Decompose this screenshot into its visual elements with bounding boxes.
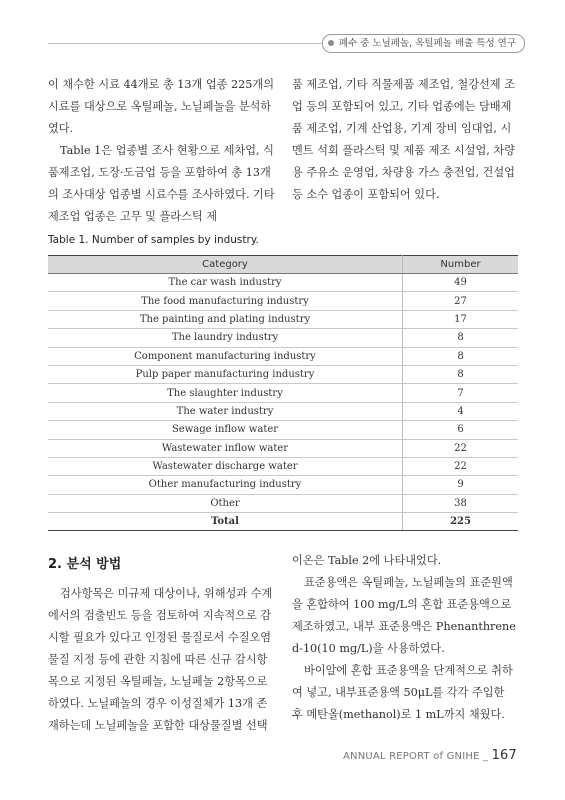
paragraph: 표준용액은 옥틸페놀, 노닐페놀의 표준원액을 혼합하여 100 mg/L의 혼합 표준용액으로 제조하였고, 내부 표준용액은 Phenanthrene d-10(10 mg/L)을 사용하였다. (292, 576, 516, 655)
row-number: 22 (403, 439, 519, 457)
paragraph: 바이알에 혼합 표준용액을 단계적으로 취하여 넣고, 내부표준용액 50μL를 각각 주입한 후 메탄올(methanol)로 1 mL까지 채웠다. (292, 664, 513, 721)
row-number: 8 (403, 347, 519, 365)
row-number: 7 (403, 384, 519, 402)
table-row (48, 292, 518, 310)
running-title (322, 34, 525, 53)
row-number: 49 (403, 274, 519, 292)
row-number: 17 (403, 310, 519, 328)
row-number: 6 (403, 421, 519, 439)
table-caption: Table 1. Number of samples by industry. (48, 234, 259, 246)
page-footer (343, 748, 517, 763)
table-row (48, 421, 518, 439)
running-title-text: 폐수 중 노닐페놀, 옥틸페놀 배출 특성 연구 (338, 38, 516, 49)
row-category: The car wash industry (48, 274, 403, 292)
row-number: 8 (403, 365, 519, 383)
table-row (48, 402, 518, 420)
row-category: Other (48, 494, 403, 512)
table-header-row (48, 256, 518, 274)
page-number: 167 (491, 748, 517, 763)
paragraph: 이온은 Table 2에 나타내었다. (292, 554, 442, 567)
row-number: 9 (403, 476, 519, 494)
table-row (48, 274, 518, 292)
paragraph: Table 1은 업종별 조사 현황으로 세차업, 식품제조업, 도장·도금업 등을 포함하여 총 13개의 조사대상 업종별 시료수를 조사하였다. 기타제조업 업종은 고무 및 플라스틱 제 (48, 144, 275, 223)
row-category: The laundry industry (48, 329, 403, 347)
intro-left-column (48, 74, 278, 228)
table-row (48, 384, 518, 402)
row-number: 22 (403, 457, 519, 475)
table-row (48, 457, 518, 475)
row-category: Other manufacturing industry (48, 476, 403, 494)
row-category: Wastewater discharge water (48, 457, 403, 475)
row-category: Wastewater inflow water (48, 439, 403, 457)
row-category: Sewage inflow water (48, 421, 403, 439)
table-row (48, 476, 518, 494)
bullet-dot-icon (328, 40, 334, 46)
table-total-row (48, 513, 518, 531)
method-right-column (292, 550, 517, 726)
header-category: Category (48, 256, 403, 274)
method-left-column (48, 583, 278, 737)
table-row (48, 329, 518, 347)
table-row (48, 439, 518, 457)
section-title: 2. 분석 방법 (48, 557, 122, 572)
row-category: The water industry (48, 402, 403, 420)
row-number: 4 (403, 402, 519, 420)
header-number: Number (403, 256, 519, 274)
table-row (48, 347, 518, 365)
intro-right-column (292, 74, 517, 206)
journal-name: ANNUAL REPORT of GNIHE _ (342, 751, 492, 762)
table-row (48, 310, 518, 328)
table-row (48, 365, 518, 383)
row-number: 27 (403, 292, 519, 310)
row-category: Component manufacturing industry (48, 347, 403, 365)
row-number: 8 (403, 329, 519, 347)
total-number: 225 (403, 513, 519, 531)
row-number: 38 (403, 494, 519, 512)
row-category: The painting and plating industry (48, 310, 403, 328)
samples-table (48, 255, 518, 531)
total-label: Total (48, 513, 403, 531)
row-category: Pulp paper manufacturing industry (48, 365, 403, 383)
row-category: The food manufacturing industry (48, 292, 403, 310)
paragraph: 품 제조업, 기타 직물제품 제조업, 철강선제 조업 등의 포함되어 있고, 기타 업종에는 담배제품 제조업, 기계 산업용, 기계 장비 임대업, 시멘트 석회 플라스틱 및 제품 제조 시설업, 차량용 주유소 운영업, 차량용 가스 충전업, 건설업 등 소수 업종이 포함되어 있다. (292, 78, 515, 201)
row-category: The slaughter industry (48, 384, 403, 402)
table-row (48, 494, 518, 512)
paragraph: 이 채수한 시료 44개로 총 13개 업종 225개의 시료를 대상으로 옥틸페놀, 노닐페놀을 분석하였다. (48, 78, 275, 135)
paragraph: 검사항목은 미규제 대상이나, 위해성과 수계에서의 검출빈도 등을 검토하여 지속적으로 감시할 필요가 있다고 인정된 물질로서 수질오염물질 지정 등에 관한 지침에 따른 신규 감시항목으로 지정된 옥틸페놀, 노닐페놀 2항목으로 하였다. 노닐페놀의 경우 이성질체가 13개 존재하는데 노닐페놀을 포함한 대상물질별 선택 (48, 587, 273, 732)
